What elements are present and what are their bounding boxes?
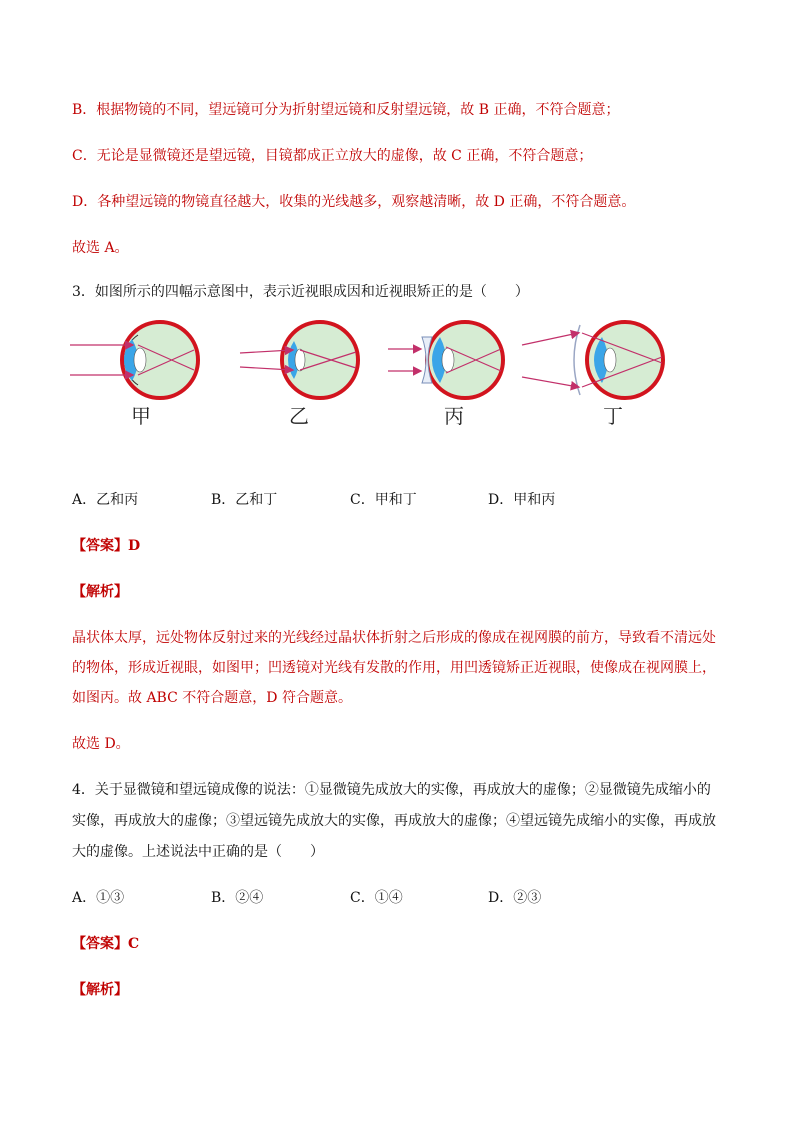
q3-option-c: C．甲和丁 bbox=[350, 492, 417, 508]
figure-label-bing: 丙 bbox=[444, 404, 464, 428]
q4-analysis-label: 【解析】 bbox=[72, 982, 128, 998]
eye-diagram-ding bbox=[522, 322, 663, 398]
prev-explanation-d: D．各种望远镜的物镜直径越大，收集的光线越多，观察越清晰，故 D 正确，不符合题意。 bbox=[72, 194, 636, 210]
q3-analysis-line-2: 的物体，形成近视眼，如图甲；凹透镜对光线有发散的作用，用凹透镜矫正近视眼，使像成在视网膜上， bbox=[72, 660, 716, 676]
figure-label-jia: 甲 bbox=[131, 404, 151, 428]
prev-final-choice: 故选 A。 bbox=[72, 240, 129, 256]
eye-diagram-bing bbox=[388, 322, 503, 398]
prev-explanation-c: C．无论是显微镜还是望远镜，目镜都成正立放大的虚像，故 C 正确，不符合题意； bbox=[72, 148, 593, 164]
eye-diagram-jia bbox=[70, 322, 198, 398]
q3-option-b: B．乙和丁 bbox=[211, 492, 278, 508]
q4-answer: 【答案】C bbox=[72, 936, 140, 952]
q4-stem-line-1: 4．关于显微镜和望远镜成像的说法：①显微镜先成放大的实像，再成放大的虚像；②显微镜先成缩小的 bbox=[72, 782, 711, 798]
q3-option-d: D．甲和丙 bbox=[488, 492, 556, 508]
q3-option-a: A．乙和丙 bbox=[72, 492, 139, 508]
figure-label-ding: 丁 bbox=[603, 404, 623, 428]
q3-analysis-label: 【解析】 bbox=[72, 584, 128, 600]
q3-analysis-line-1: 晶状体太厚，远处物体反射过来的光线经过晶状体折射之后形成的像成在视网膜的前方，导致看不清远处 bbox=[72, 630, 716, 646]
q3-stem: 3．如图所示的四幅示意图中，表示近视眼成因和近视眼矫正的是（ ） bbox=[72, 284, 529, 300]
eye-diagram-yi bbox=[240, 322, 358, 398]
q4-option-a: A．①③ bbox=[72, 890, 125, 906]
q3-analysis-line-3: 如图丙。故 ABC 不符合题意，D 符合题意。 bbox=[72, 690, 352, 706]
q3-final-choice: 故选 D。 bbox=[72, 736, 130, 752]
q4-option-b: B．②④ bbox=[211, 890, 264, 906]
figure-label-yi: 乙 bbox=[289, 404, 309, 428]
prev-explanation-b: B．根据物镜的不同，望远镜可分为折射望远镜和反射望远镜，故 B 正确，不符合题意； bbox=[72, 102, 620, 118]
eye-diagrams-figure bbox=[60, 315, 680, 425]
q4-stem-line-2: 实像，再成放大的虚像；③望远镜先成放大的实像，再成放大的虚像；④望远镜先成缩小的实像，再成放 bbox=[72, 813, 716, 829]
q4-stem-line-3: 大的虚像。上述说法中正确的是（ ） bbox=[72, 844, 324, 860]
q4-option-d: D．②③ bbox=[488, 890, 542, 906]
q4-option-c: C．①④ bbox=[350, 890, 403, 906]
q3-answer: 【答案】D bbox=[72, 538, 141, 554]
